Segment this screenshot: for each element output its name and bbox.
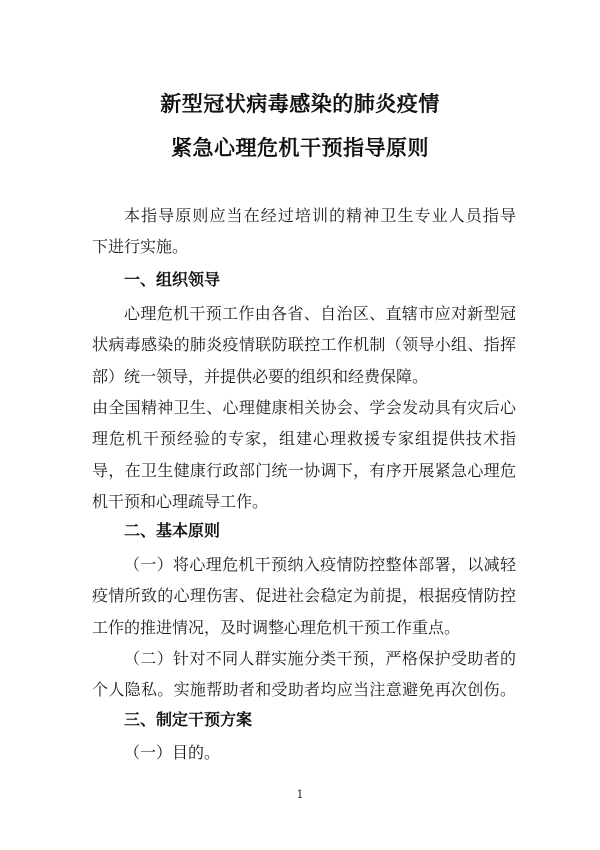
section2-p2-line-2: 个人隐私。实施帮助者和受助者均应当注意避免再次创伤。 [92, 680, 516, 700]
page-number: 1 [296, 788, 304, 801]
intro-line-2: 下进行实施。 [92, 237, 189, 257]
section1-p2-line-3: 导，在卫生健康行政部门统一协调下，有序开展紧急心理危 [92, 460, 516, 480]
section1-p2-line-2: 理危机干预经验的专家，组建心理救援专家组提供技术指 [92, 429, 516, 449]
section1-paragraph2 [92, 392, 516, 518]
intro-line-1: 本指导原则应当在经过培训的精神卫生专业人员指导 [124, 206, 516, 225]
section2-p2-line-1: （二）针对不同人群实施分类干预，严格保护受助者的 [124, 649, 516, 668]
section2-p1-line-2: 疫情所致的心理伤害、促进社会稳定为前提，根据疫情防控 [92, 586, 516, 606]
document-title-line2: 紧急心理危机干预指导原则 [171, 136, 429, 160]
section3-subheading-purpose: （一）目的。 [124, 743, 221, 762]
section2-paragraph1 [92, 549, 516, 643]
section1-p1-line-1: 心理危机干预工作由各省、自治区、直辖市应对新型冠 [124, 304, 516, 323]
section1-paragraph1 [92, 298, 516, 392]
document-title-line1: 新型冠状病毒感染的肺炎疫情 [160, 92, 440, 116]
section2-paragraph2 [92, 643, 516, 706]
section-heading-organization: 一、组织领导 [124, 270, 221, 289]
section1-p1-line-2: 状病毒感染的肺炎疫情联防联控工作机制（领导小组、指挥 [92, 335, 516, 355]
section-heading-plan: 三、制定干预方案 [124, 710, 253, 729]
section2-p1-line-1: （一）将心理危机干预纳入疫情防控整体部署，以减轻 [124, 555, 516, 574]
section-heading-principles: 二、基本原则 [124, 521, 221, 540]
section1-p2-line-1: 由全国精神卫生、心理健康相关协会、学会发动具有灾后心 [92, 398, 516, 417]
section2-p1-line-3: 工作的推进情况，及时调整心理危机干预工作重点。 [92, 617, 461, 637]
section1-p1-line-3: 部）统一领导，并提供必要的组织和经费保障。 [92, 366, 429, 386]
intro-paragraph [92, 200, 516, 263]
section1-p2-line-4: 机干预和心理疏导工作。 [92, 492, 269, 512]
